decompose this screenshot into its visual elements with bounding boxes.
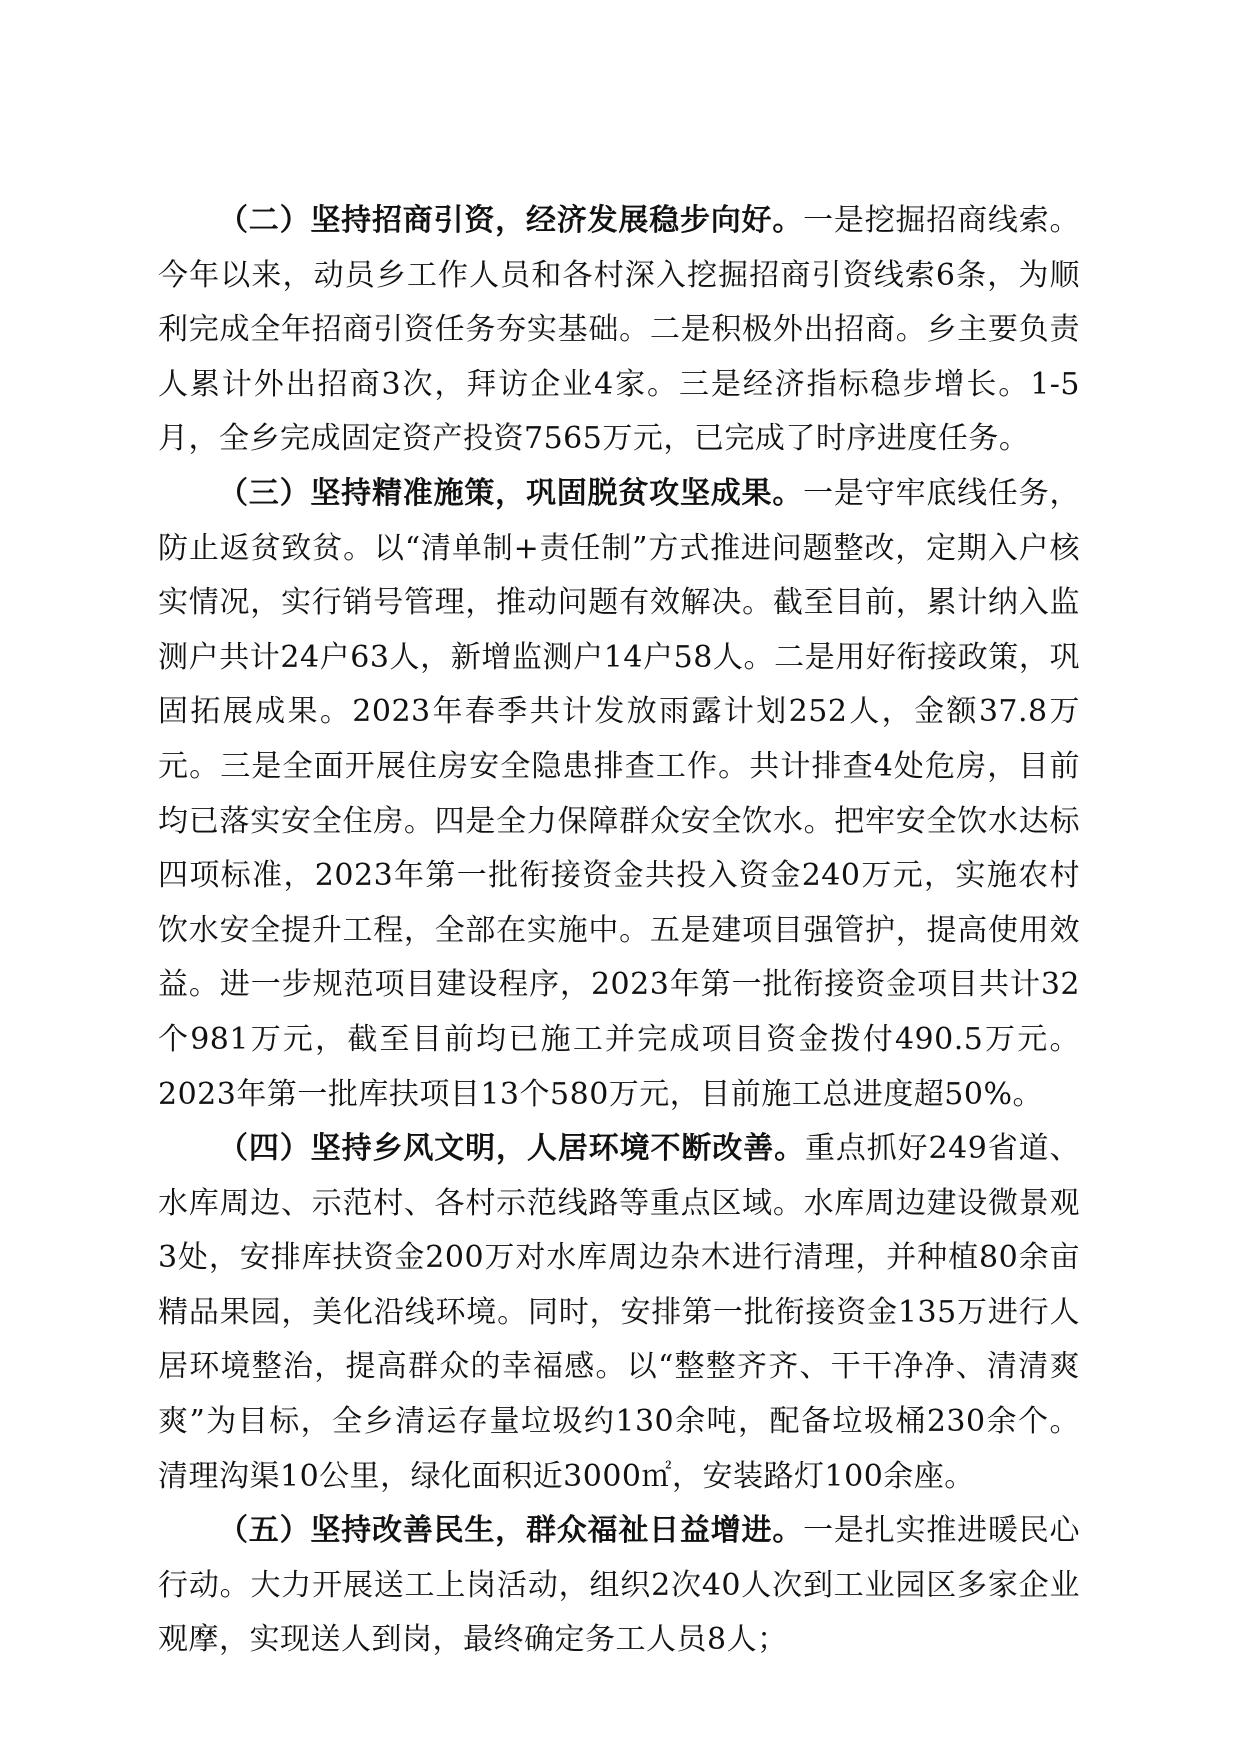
paragraph-rural-civilization: [158, 1122, 1080, 1504]
paragraph-heading: （四）坚持乡风文明，人居环境不断改善。: [218, 1131, 805, 1167]
paragraph-heading: （三）坚持精准施策，巩固脱贫攻坚成果。: [218, 475, 804, 511]
paragraph-text: 重点抓好249省道、水库周边、示范村、各村示范线路等重点区域。水库周边建设微景观3处，安排库扶资金200万对水库周边杂木进行清理，并种植80余亩精品果园，美化沿线环境。同时，安排第一批衔接资金135万进行人居环境整治，提高群众的幸福感。以“整整齐齐、干干净净、清清爽爽”为目标，全乡清运存量垃圾约130余吨，配备垃圾桶230余个。清理沟渠10公里，绿化面积近3000㎡，安装路灯100余座。: [158, 1131, 1081, 1494]
paragraph-text: 一是扎实推进暖民心行动。大力开展送工上岗活动，组织2次40人次到工业园区多家企业观摩，实现送人到岗，最终确定务工人员8人；: [158, 1513, 1081, 1658]
paragraph-text: 一是守牢底线任务，防止返贫致贫。以“清单制+责任制”方式推进问题整改，定期入户核实情况，实行销号管理，推动问题有效解决。截至目前，累计纳入监测户共计24户63人，新增监测户14户58人。二是用好衔接政策，巩固拓展成果。2023年春季共计发放雨露计划252人，金额37.8万元。三是全面开展住房安全隐患排查工作。共计排查4处危房，目前均已落实安全住房。四是全力保障群众安全饮水。把牢安全饮水达标四项标准，2023年第一批衔接资金共投入资金240万元，实施农村饮水安全提升工程，全部在实施中。五是建项目强管护，提高使用效益。进一步规范项目建设程序，2023年第一批衔接资金项目共计32个981万元，截至目前均已施工并完成项目资金拨付490.5万元。2023年第一批库扶项目13个580万元，目前施工总进度超50%。: [158, 475, 1081, 1112]
paragraph-poverty-alleviation: [158, 467, 1080, 1122]
paragraph-livelihood: [158, 1504, 1080, 1668]
paragraph-heading: （二）坚持招商引资，经济发展稳步向好。: [218, 203, 804, 238]
paragraph-text: 一是挖掘招商线索。今年以来，动员乡工作人员和各村深入挖掘招商引资线索6条，为顺利完成全年招商引资任务夯实基础。二是积极外出招商。乡主要负责人累计外出招商3次，拜访企业4家。三是经济指标稳步增长。1-5月，全乡完成固定资产投资7565万元，已完成了时序进度任务。: [158, 203, 1081, 457]
paragraph-investment: [158, 194, 1080, 467]
document-body: [158, 194, 1080, 1668]
paragraph-heading: （五）坚持改善民生，群众福祉日益增进。: [218, 1513, 804, 1549]
